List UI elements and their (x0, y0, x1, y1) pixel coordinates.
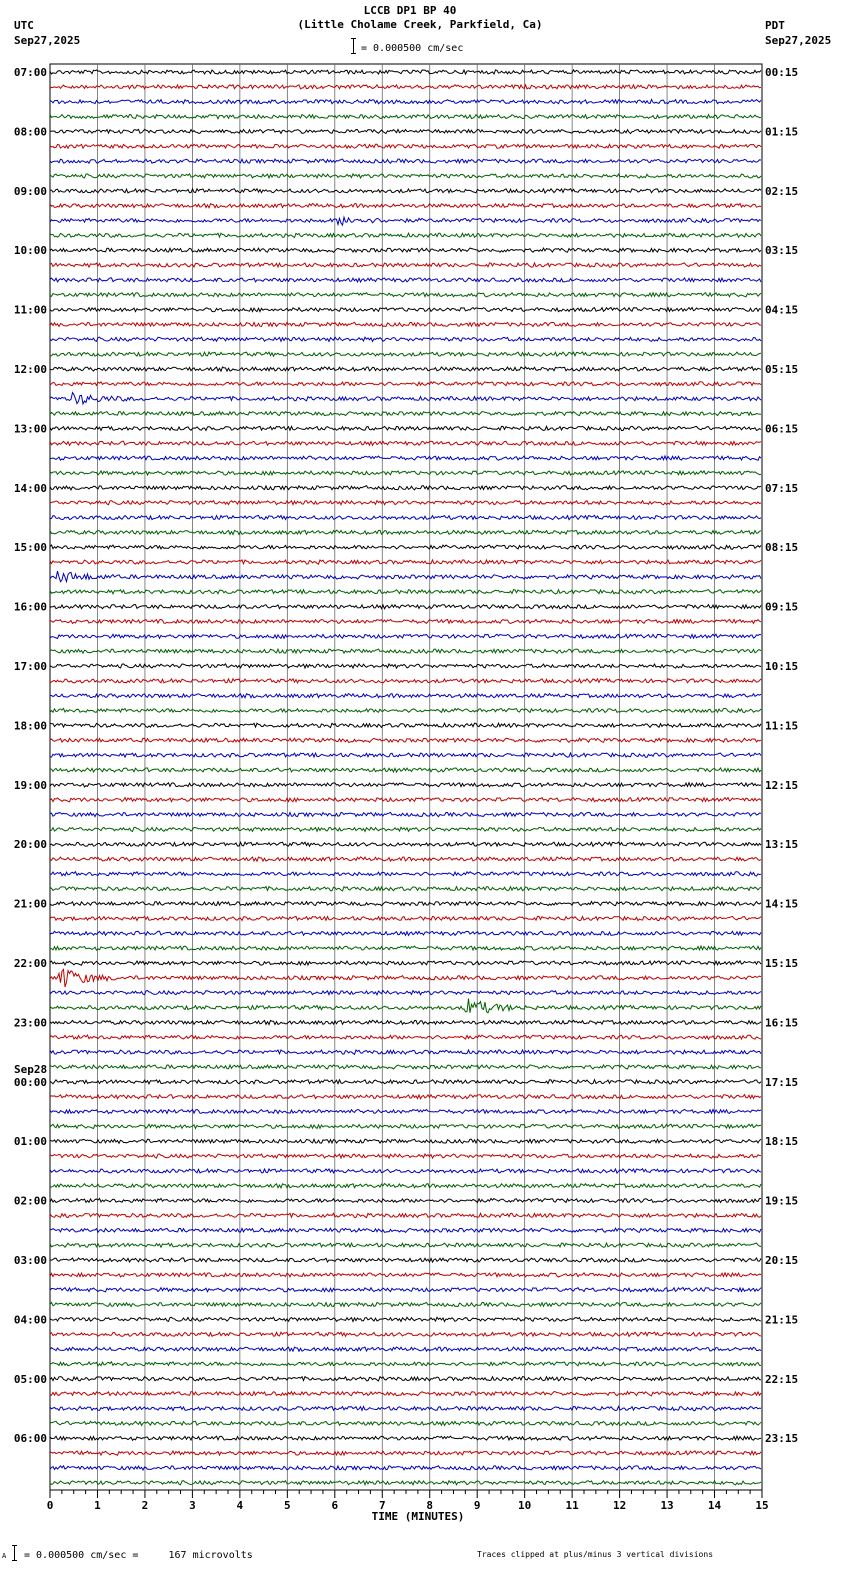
trace-12-1 (50, 798, 761, 802)
chart-subtitle: (Little Cholame Creek, Parkfield, Ca) (297, 18, 543, 31)
trace-3-1 (50, 263, 761, 267)
trace-17-1 (50, 1095, 761, 1099)
trace-1-0 (50, 129, 761, 133)
x-tick-label: 10 (518, 1499, 532, 1512)
trace-15-2 (50, 991, 761, 995)
trace-5-0 (50, 367, 761, 371)
trace-15-3 (50, 999, 761, 1013)
left-hour-label: 08:00 (13, 125, 47, 139)
right-hour-label: 22:15 (765, 1372, 799, 1386)
trace-12-0 (50, 783, 761, 787)
right-hour-label: 17:15 (765, 1075, 799, 1089)
trace-15-1 (50, 969, 761, 987)
trace-16-0 (50, 1020, 761, 1024)
trace-17-0 (50, 1080, 761, 1084)
left-hour-label: 20:00 (13, 838, 47, 852)
left-hour-label: 09:00 (13, 184, 47, 198)
trace-13-3 (50, 887, 761, 891)
trace-11-2 (50, 753, 761, 757)
trace-4-0 (50, 308, 761, 312)
footer-scale-label: = 0.000500 cm/sec = 167 microvolts (24, 1550, 253, 1561)
left-hour-label: 17:00 (13, 660, 47, 673)
trace-22-1 (50, 1392, 761, 1396)
trace-20-1 (50, 1273, 761, 1277)
left-hour-label: 07:00 (13, 66, 47, 79)
trace-6-3 (50, 471, 761, 475)
right-hour-label: 23:15 (765, 1432, 799, 1446)
trace-18-3 (50, 1184, 761, 1188)
trace-14-0 (50, 902, 761, 906)
left-hour-label: 19:00 (13, 778, 47, 792)
trace-4-2 (50, 337, 761, 341)
trace-8-0 (50, 545, 761, 549)
left-timezone: UTC (14, 19, 34, 32)
right-hour-label: 02:15 (765, 184, 799, 198)
right-hour-label: 06:15 (765, 422, 799, 436)
trace-10-0 (50, 664, 761, 668)
trace-20-3 (50, 1302, 761, 1306)
right-hour-label: 12:15 (765, 778, 799, 792)
trace-4-1 (50, 322, 761, 326)
trace-14-1 (50, 916, 761, 920)
right-date: Sep27,2025 (765, 34, 832, 47)
left-hour-label: 23:00 (13, 1016, 47, 1030)
trace-1-3 (50, 174, 761, 178)
trace-16-1 (50, 1035, 761, 1039)
trace-3-3 (50, 293, 761, 297)
trace-23-0 (50, 1436, 761, 1440)
trace-16-3 (50, 1065, 761, 1069)
right-hour-label: 13:15 (765, 838, 799, 852)
trace-11-1 (50, 738, 761, 742)
left-hour-label: 21:00 (13, 897, 47, 911)
right-hour-label: 04:15 (765, 303, 799, 317)
trace-15-0 (50, 961, 761, 965)
trace-9-0 (50, 605, 761, 609)
trace-18-1 (50, 1154, 761, 1158)
trace-6-2 (50, 456, 761, 460)
trace-13-2 (50, 872, 761, 876)
right-hour-label: 10:15 (765, 660, 799, 673)
trace-21-1 (50, 1332, 761, 1336)
trace-2-2 (50, 217, 761, 225)
trace-0-2 (50, 100, 761, 104)
trace-13-0 (50, 842, 761, 846)
right-hour-label: 03:15 (765, 244, 799, 258)
left-hour-label: 11:00 (13, 303, 47, 317)
chart-title: LCCB DP1 BP 40 (363, 4, 457, 17)
trace-8-2 (50, 571, 761, 582)
trace-3-0 (50, 248, 761, 252)
right-hour-label: 15:15 (765, 957, 799, 970)
trace-22-2 (50, 1406, 761, 1410)
right-hour-label: 09:15 (765, 600, 799, 614)
trace-14-2 (50, 931, 761, 935)
left-hour-label: 00:00 (13, 1075, 47, 1089)
left-hour-label: 15:00 (13, 541, 47, 555)
trace-19-1 (50, 1213, 761, 1217)
trace-19-0 (50, 1198, 761, 1202)
trace-21-0 (50, 1317, 761, 1321)
left-hour-label: 05:00 (13, 1372, 47, 1386)
trace-12-2 (50, 812, 761, 816)
trace-8-1 (50, 560, 761, 564)
trace-12-3 (50, 827, 761, 831)
trace-7-2 (50, 515, 761, 519)
right-hour-label: 18:15 (765, 1135, 799, 1149)
trace-18-0 (50, 1139, 761, 1143)
trace-1-1 (50, 144, 761, 148)
trace-9-1 (50, 619, 761, 623)
trace-10-2 (50, 694, 761, 698)
x-tick-label: 3 (189, 1499, 196, 1512)
left-hour-label: 12:00 (13, 363, 47, 376)
trace-21-3 (50, 1362, 761, 1366)
trace-6-0 (50, 426, 761, 430)
x-tick-label: 11 (565, 1499, 579, 1512)
trace-21-2 (50, 1347, 761, 1351)
right-hour-label: 19:15 (765, 1194, 799, 1208)
trace-0-0 (50, 70, 761, 74)
trace-22-3 (50, 1421, 761, 1425)
trace-17-3 (50, 1124, 761, 1128)
left-hour-label: 10:00 (13, 244, 47, 258)
x-tick-label: 5 (284, 1499, 291, 1512)
trace-6-1 (50, 441, 761, 445)
trace-0-1 (50, 85, 761, 89)
x-tick-label: 8 (426, 1499, 434, 1512)
trace-16-2 (50, 1050, 761, 1054)
right-hour-label: 08:15 (765, 541, 799, 555)
trace-14-3 (50, 946, 761, 950)
x-tick-label: 14 (707, 1499, 722, 1512)
footer-scale-bar-icon (12, 1545, 17, 1561)
date-change-label: Sep28 (14, 1062, 48, 1076)
trace-17-2 (50, 1109, 761, 1113)
trace-2-1 (50, 204, 761, 208)
trace-22-0 (50, 1377, 761, 1381)
trace-7-3 (50, 530, 761, 534)
trace-23-1 (50, 1451, 761, 1455)
trace-19-2 (50, 1228, 761, 1232)
x-tick-label: 2 (141, 1499, 149, 1512)
trace-13-1 (50, 857, 761, 861)
trace-3-2 (50, 278, 761, 282)
trace-11-0 (50, 723, 761, 727)
x-tick-label: 9 (473, 1499, 481, 1512)
right-hour-label: 05:15 (765, 363, 799, 376)
x-tick-label: 15 (755, 1499, 769, 1512)
trace-5-3 (50, 412, 761, 416)
left-hour-label: 22:00 (13, 957, 47, 970)
left-hour-label: 02:00 (13, 1194, 47, 1208)
right-hour-label: 14:15 (765, 897, 799, 911)
trace-18-2 (50, 1169, 761, 1173)
trace-23-3 (50, 1481, 761, 1485)
right-hour-label: 20:15 (765, 1254, 799, 1267)
right-hour-label: 21:15 (765, 1313, 799, 1327)
trace-19-3 (50, 1243, 761, 1247)
trace-0-3 (50, 115, 761, 119)
trace-8-3 (50, 590, 761, 594)
left-hour-label: 04:00 (13, 1313, 47, 1327)
trace-20-0 (50, 1258, 761, 1262)
trace-2-0 (50, 189, 761, 193)
left-hour-label: 13:00 (13, 422, 47, 436)
trace-10-1 (50, 679, 761, 683)
left-hour-label: 18:00 (13, 719, 47, 733)
footer-scale-prefix: A (2, 1552, 7, 1560)
left-date: Sep27,2025 (14, 34, 81, 47)
trace-23-2 (50, 1466, 761, 1470)
clip-note: Traces clipped at plus/minus 3 vertical divisions (477, 1550, 714, 1559)
x-tick-label: 13 (660, 1499, 674, 1512)
scale-label: = 0.000500 cm/sec (361, 43, 464, 54)
x-tick-label: 6 (331, 1499, 339, 1512)
trace-9-3 (50, 649, 761, 653)
trace-20-2 (50, 1288, 761, 1292)
right-hour-label: 11:15 (765, 719, 799, 733)
left-hour-label: 06:00 (13, 1432, 47, 1446)
x-tick-label: 0 (46, 1499, 54, 1512)
trace-4-3 (50, 352, 761, 356)
right-timezone: PDT (765, 19, 785, 32)
x-tick-label: 4 (236, 1499, 244, 1512)
left-hour-label: 14:00 (13, 481, 47, 495)
right-hour-label: 07:15 (765, 481, 799, 495)
x-tick-label: 12 (612, 1499, 627, 1512)
trace-7-1 (50, 501, 761, 505)
x-tick-label: 1 (94, 1499, 101, 1512)
trace-1-2 (50, 159, 761, 163)
left-hour-label: 01:00 (13, 1135, 47, 1149)
right-hour-label: 01:15 (765, 125, 799, 139)
trace-7-0 (50, 486, 761, 490)
trace-11-3 (50, 768, 761, 772)
right-hour-label: 16:15 (765, 1016, 799, 1030)
trace-10-3 (50, 708, 761, 712)
trace-5-2 (50, 393, 761, 404)
trace-5-1 (50, 382, 761, 386)
trace-9-2 (50, 634, 761, 638)
x-tick-label: 7 (378, 1499, 386, 1512)
left-hour-label: 03:00 (13, 1254, 47, 1267)
left-hour-label: 16:00 (13, 600, 47, 614)
trace-2-3 (50, 233, 761, 237)
right-hour-label: 00:15 (765, 66, 799, 79)
x-axis-label: TIME (MINUTES) (371, 1510, 465, 1523)
